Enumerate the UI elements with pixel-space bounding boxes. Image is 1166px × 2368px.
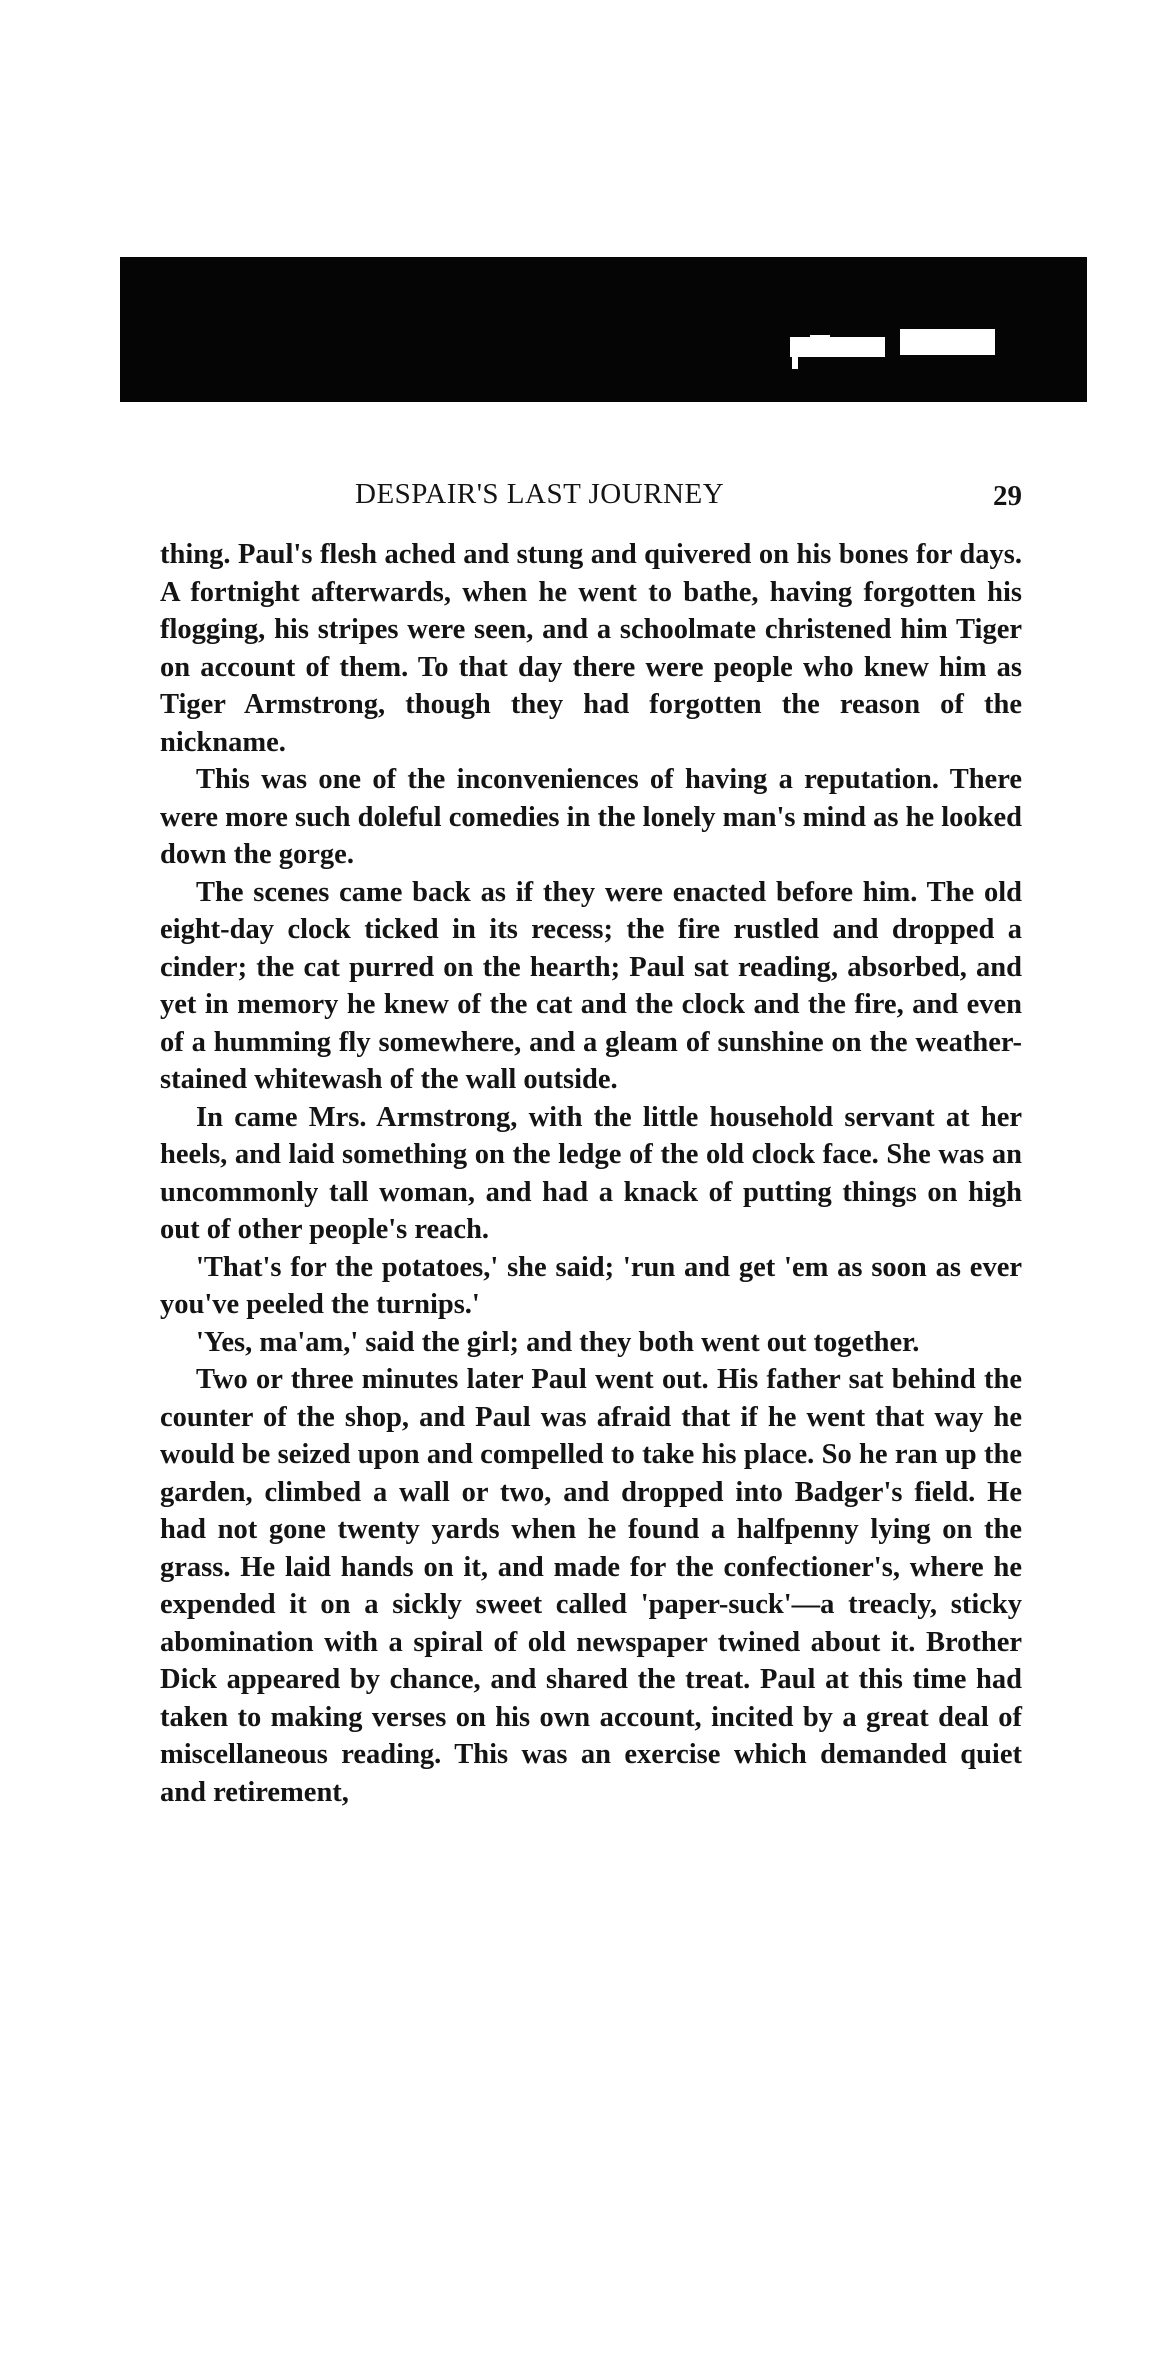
page-number: 29 — [993, 480, 1022, 512]
paragraph: Two or three minutes later Paul went out. His father sat behind the counter of the shop, and Paul was afraid that if he went that way he would be seized upon and compelled to take his place. So he ran up the garden, climbed a wall or two, and dropped into Badger's field. He had not gone twenty yards when he found a halfpenny lying on the grass. He laid hands on it, and made for the confectioner's, where he expended it on a sickly sweet called 'paper-suck'—a treacly, sticky abomination with a spiral of old newspaper twined about it. Brother Dick appeared by chance, and shared the treat. Paul at this time had taken to making verses on his own account, incited by a great deal of miscellaneous reading. This was an exercise which demanded quiet and retirement, — [160, 1364, 1022, 1808]
band-notch — [900, 329, 995, 355]
band-notch — [790, 337, 885, 357]
black-redaction-band — [120, 257, 1087, 402]
chapter-title: DESPAIR'S LAST JOURNEY — [355, 478, 725, 510]
paragraph: The scenes came back as if they were enacted before him. The old eight-day clock ticked in its recess; the fire rustled and dropped a cinder; the cat purred on the hearth; Paul sat reading, absorbed, and yet in memory he knew of the cat and the clock and the fire, and even of a humming fly somewhere, and a gleam of sunshine on the weather-stained whitewash of the wall outside. — [160, 876, 1022, 1095]
band-notch — [792, 347, 798, 369]
paragraph: 'Yes, ma'am,' said the girl; and they both went out together. — [196, 1326, 920, 1358]
running-head — [160, 478, 1022, 518]
band-notch — [810, 335, 830, 345]
paragraph: In came Mrs. Armstrong, with the little household servant at her heels, and laid something on the ledge of the old clock face. She was an uncommonly tall woman, and had a knack of putting things on high out of other people's reach. — [160, 1101, 1022, 1245]
paragraph: 'That's for the potatoes,' she said; 'run and get 'em as soon as ever you've peeled the turnips.' — [160, 1251, 1022, 1320]
paragraph: thing. Paul's flesh ached and stung and quivered on his bones for days. A fortnight afterwards, when he went to bathe, having forgotten his flogging, his stripes were seen, and a schoolmate christened him Tiger on account of them. To that day there were people who knew him as Tiger Armstrong, though they had forgotten the reason of the nickname. — [160, 539, 1022, 758]
paragraph: This was one of the inconveniences of having a reputation. There were more such doleful comedies in the lonely man's mind as he looked down the gorge. — [160, 764, 1022, 870]
body-text — [160, 536, 1022, 1811]
